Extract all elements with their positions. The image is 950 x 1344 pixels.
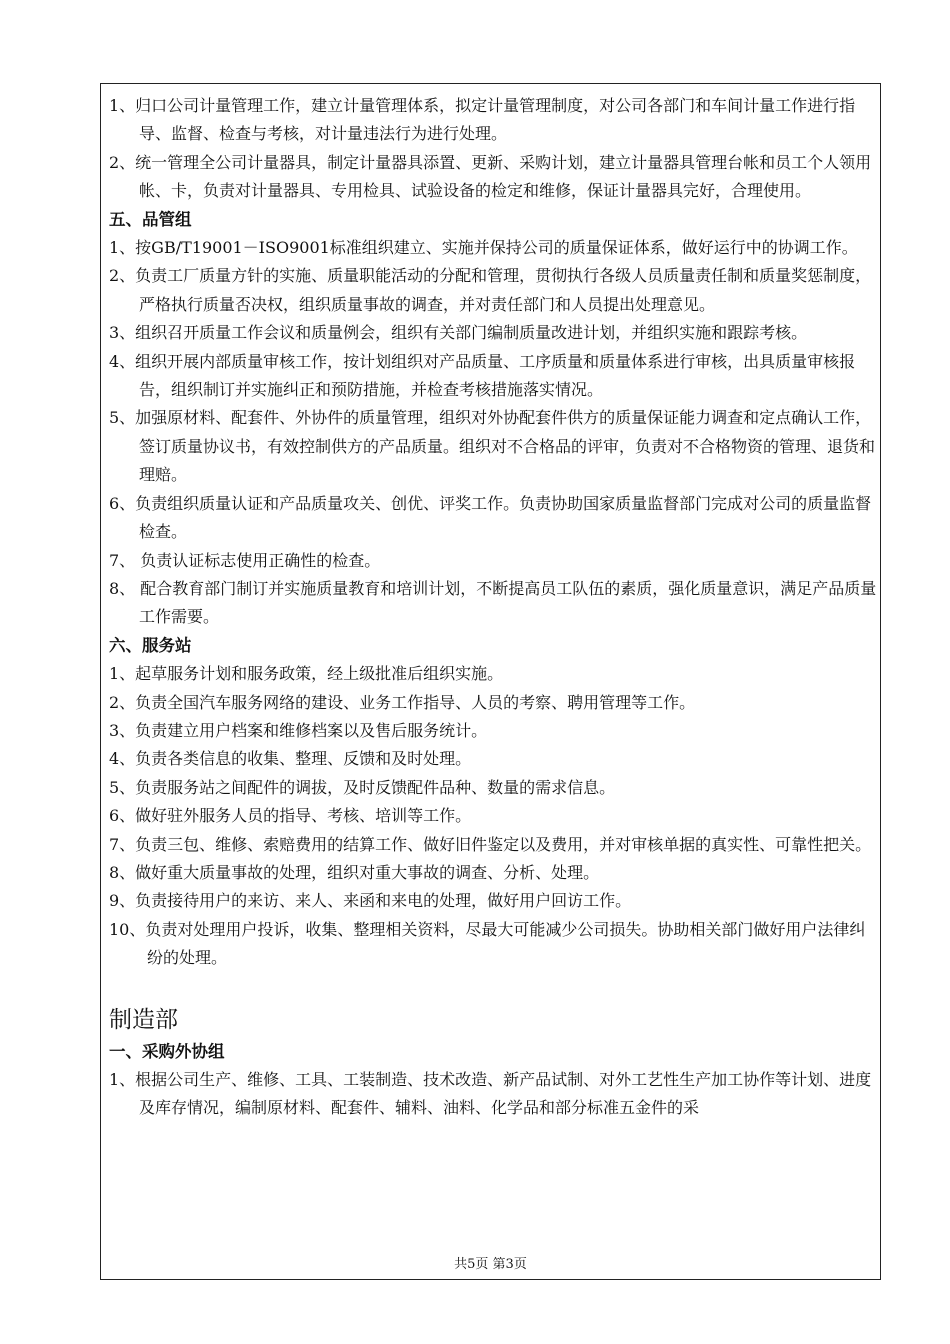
quality-item-4: 4、组织开展内部质量审核工作，按计划组织对产品质量、工序质量和质量体系进行审核，出具质量审核报告，组织制订并实施纠正和预防措施，并检查考核措施落实情况。 — [109, 351, 856, 400]
quality-section-heading: 五、品管组 — [109, 209, 192, 229]
service-item-2: 2、负责全国汽车服务网络的建设、业务工作指导、人员的考察、聘用管理等工作。 — [109, 692, 696, 712]
page-footer: 共5页 第3页 — [454, 1257, 527, 1272]
quality-item-5: 5、加强原材料、配套件、外协件的质量管理，组织对外协配套件供方的质量保证能力调查和定点确认工作，签订质量协议书，有效控制供方的产品质量。组织对不合格品的评审，负责对不合格物资的管理、退货和理赔。 — [109, 408, 876, 485]
service-section-heading: 六、服务站 — [109, 635, 192, 655]
service-item-4: 4、负责各类信息的收集、整理、反馈和及时处理。 — [109, 749, 472, 769]
department-title: 制造部 — [109, 1006, 178, 1033]
service-item-5: 5、负责服务站之间配件的调拔，及时反馈配件品种、数量的需求信息。 — [109, 777, 616, 797]
quality-item-1: 1、按GB/T19001－ISO9001标准组织建立、实施并保持公司的质量保证体系，做好运行中的协调工作。 — [109, 238, 858, 258]
service-item-1: 1、起草服务计划和服务政策，经上级批准后组织实施。 — [109, 664, 504, 684]
service-item-10: 10、负责对处理用户投诉，收集、整理相关资料，尽最大可能减少公司损失。协助相关部门做好用户法律纠纷的处理。 — [109, 919, 866, 968]
metrology-item-2: 2、统一管理全公司计量器具，制定计量器具添置、更新、采购计划，建立计量器具管理台帐和员工个人领用帐、卡，负责对计量器具、专用检具、试验设备的检定和维修，保证计量器具完好，合理使用。 — [109, 152, 872, 201]
service-item-6: 6、做好驻外服务人员的指导、考核、培训等工作。 — [109, 806, 472, 826]
quality-item-3: 3、组织召开质量工作会议和质量例会，组织有关部门编制质量改进计划，并组织实施和跟踪考核。 — [109, 323, 808, 343]
purchasing-section-heading: 一、采购外协组 — [109, 1041, 225, 1061]
purchasing-item-1: 1、根据公司生产、维修、工具、工装制造、技术改造、新产品试制、对外工艺性生产加工协作等计划、进度及库存情况，编制原材料、配套件、辅料、油料、化学品和部分标准五金件的采 — [109, 1070, 872, 1118]
service-item-7: 7、负责三包、维修、索赔费用的结算工作、做好旧件鉴定以及费用，并对审核单据的真实性、可靠性把关。 — [109, 834, 872, 854]
service-item-8: 8、做好重大质量事故的处理，组织对重大事故的调查、分析、处理。 — [109, 862, 600, 882]
quality-item-2: 2、负责工厂质量方针的实施、质量职能活动的分配和管理，贯彻执行各级人员质量责任制和质量奖惩制度，严格执行质量否决权，组织质量事故的调查，并对责任部门和人员提出处理意见。 — [109, 266, 872, 314]
quality-item-6: 6、负责组织质量认证和产品质量攻关、创优、评奖工作。负责协助国家质量监督部门完成对公司的质量监督检查。 — [109, 493, 872, 542]
service-item-3: 3、负责建立用户档案和维修档案以及售后服务统计。 — [109, 720, 488, 740]
quality-item-7: 7、 负责认证标志使用正确性的检查。 — [109, 550, 381, 570]
document-body — [109, 92, 877, 1123]
metrology-item-1: 1、归口公司计量管理工作，建立计量管理体系，拟定计量管理制度，对公司各部门和车间计量工作进行指导、监督、检查与考核，对计量违法行为进行处理。 — [109, 96, 856, 144]
quality-item-8: 8、 配合教育部门制订并实施质量教育和培训计划，不断提高员工队伍的素质，强化质量意识，满足产品质量工作需要。 — [109, 578, 877, 627]
service-item-9: 9、负责接待用户的来访、来人、来函和来电的处理，做好用户回访工作。 — [109, 891, 632, 911]
